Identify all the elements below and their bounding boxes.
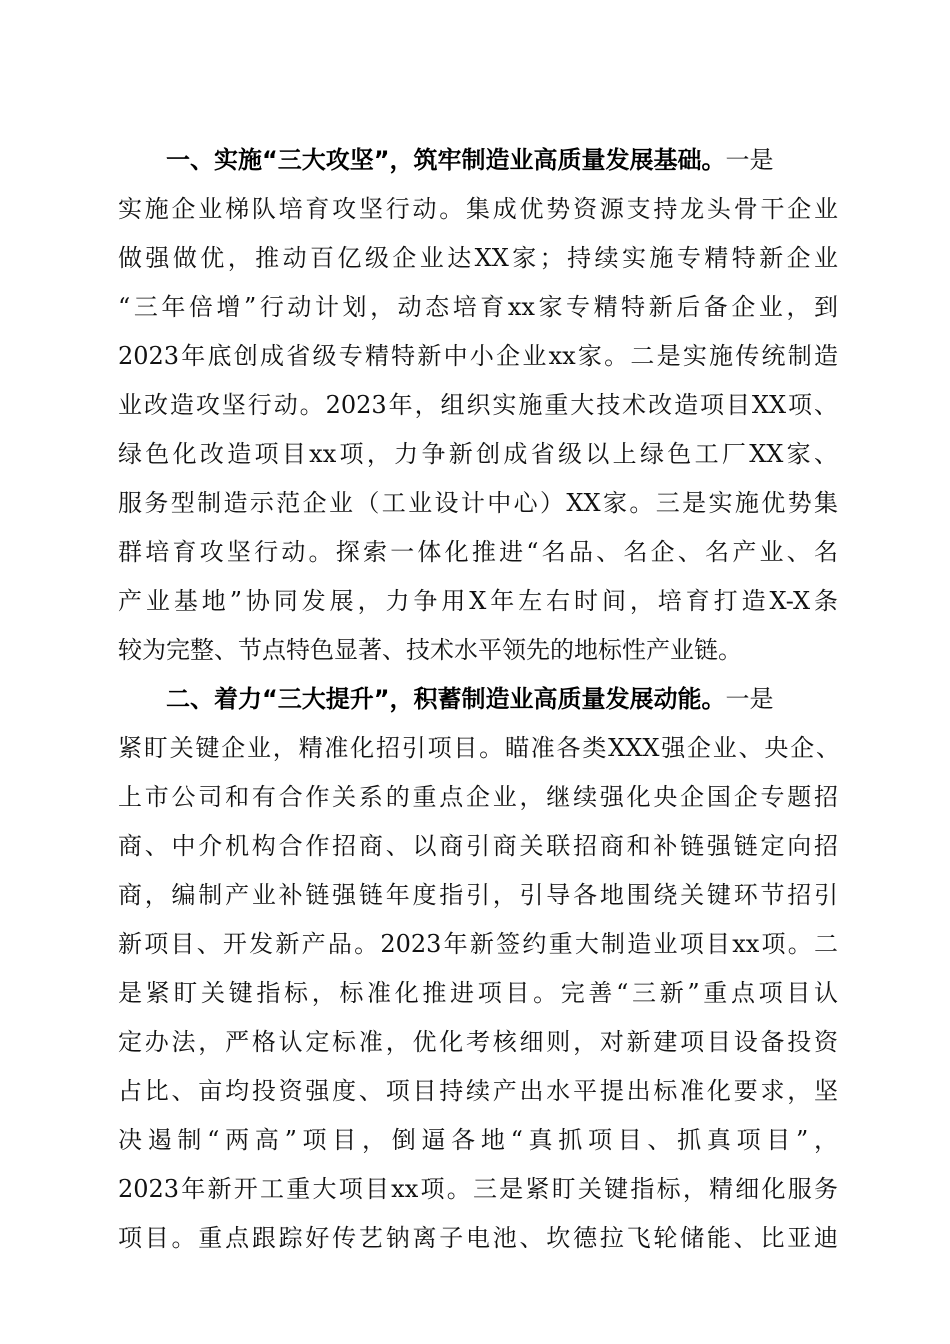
paragraph-2-line-11: 项目。重点跟踪好传艺钠离子电池、坎德拉飞轮储能、比亚迪 xyxy=(118,1224,838,1252)
paragraph-1-line-9: 产业基地”协同发展，力争用X年左右时间，培育打造X-X条 xyxy=(118,587,838,615)
paragraph-2-line-0: 一是 xyxy=(725,685,774,713)
paragraph-2-line-3: 商、中介机构合作招商、以商引商关联招商和补链强链定向招 xyxy=(118,832,838,860)
paragraph-2-heading: 二、着力“三大提升”，积蓄制造业高质量发展动能。 xyxy=(166,685,726,713)
paragraph-1-first-line xyxy=(166,140,838,180)
paragraph-1-line-6: 绿色化改造项目xx项，力争新创成省级以上绿色工厂XX家、 xyxy=(118,440,838,468)
paragraph-2-line-8: 占比、亩均投资强度、项目持续产出水平提出标准化要求，坚 xyxy=(118,1077,838,1105)
paragraph-2-line-5: 新项目、开发新产品。2023年新签约重大制造业项目xx项。二 xyxy=(118,930,838,958)
paragraph-1-line-0: 一是 xyxy=(725,146,774,174)
paragraph-2-line-10: 2023年新开工重大项目xx项。三是紧盯关键指标，精细化服务 xyxy=(118,1175,838,1203)
paragraph-1-line-2: 做强做优，推动百亿级企业达XX家；持续实施专精特新企业 xyxy=(118,244,838,272)
paragraph-1-line-10: 较为完整、节点特色显著、技术水平领先的地标性产业链。 xyxy=(118,636,742,664)
paragraph-2-line-7: 定办法，严格认定标准，优化考核细则，对新建项目设备投资 xyxy=(118,1028,838,1056)
paragraph-2-line-2: 上市公司和有合作关系的重点企业，继续强化央企国企专题招 xyxy=(118,783,838,811)
paragraph-1-line-3: “三年倍增”行动计划，动态培育xx家专精特新后备企业，到 xyxy=(118,293,838,321)
paragraph-2-line-6: 是紧盯关键指标，标准化推进项目。完善“三新”重点项目认 xyxy=(118,979,838,1007)
paragraph-2-first-line xyxy=(166,679,838,719)
paragraph-1-line-8: 群培育攻坚行动。探索一体化推进“名品、名企、名产业、名 xyxy=(118,538,838,566)
paragraph-1-line-4: 2023年底创成省级专精特新中小企业xx家。二是实施传统制造 xyxy=(118,342,838,370)
paragraph-2-line-1: 紧盯关键企业，精准化招引项目。瞄准各类XXX强企业、央企、 xyxy=(118,734,840,762)
paragraph-1-line-7: 服务型制造示范企业（工业设计中心）XX家。三是实施优势集 xyxy=(118,489,838,517)
paragraph-1-heading: 一、实施“三大攻坚”，筑牢制造业高质量发展基础。 xyxy=(166,146,726,174)
paragraph-2-line-4: 商，编制产业补链强链年度指引，引导各地围绕关键环节招引 xyxy=(118,881,838,909)
paragraph-1-line-1: 实施企业梯队培育攻坚行动。集成优势资源支持龙头骨干企业 xyxy=(118,195,838,223)
paragraph-1-line-5: 业改造攻坚行动。2023年，组织实施重大技术改造项目XX项、 xyxy=(118,391,838,419)
paragraph-2-line-9: 决遏制“两高”项目，倒逼各地“真抓项目、抓真项目”， xyxy=(118,1126,838,1154)
